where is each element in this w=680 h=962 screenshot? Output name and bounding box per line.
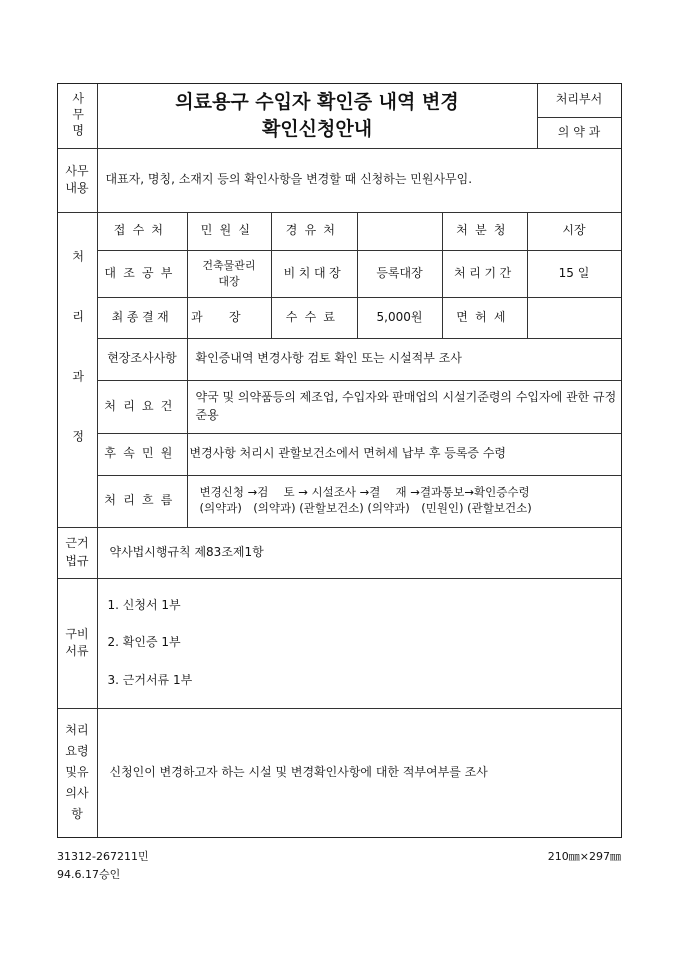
cell-kept-value: 등록대장 bbox=[357, 250, 443, 298]
law-label bbox=[57, 527, 98, 579]
follow-value: 변경사항 처리시 관할보건소에서 면허세 납부 후 등록증 수령 bbox=[187, 433, 622, 476]
content-label bbox=[57, 148, 98, 213]
cell-final-value: 과장 bbox=[187, 297, 272, 339]
notes-label bbox=[57, 708, 98, 838]
flow-steps: 변경신청 →검 토 → 시설조사 →결 재 →결과통보→확인증수령 bbox=[199, 485, 530, 500]
cell-receipt-value: 민원실 bbox=[187, 212, 272, 251]
req-value: 약국 및 의약품등의 제조업, 수입자와 판매업의 시설기준령의 수입자에 관한 규정 준용 bbox=[187, 380, 622, 434]
req-label: 처리요건 bbox=[97, 380, 188, 434]
docs-item: 3. 근거서류 1부 bbox=[107, 672, 193, 687]
content-label-text: 사무내용 bbox=[65, 163, 89, 195]
content-value: 대표자, 명칭, 소재지 등의 확인사항을 변경할 때 신청하는 민원사무임. bbox=[97, 148, 622, 213]
cell-authority-value: 시장 bbox=[527, 212, 622, 251]
cell-fee-value: 5,000원 bbox=[357, 297, 443, 339]
cell-kept-label: 비치대장 bbox=[271, 250, 358, 298]
law-value: 약사법시행규칙 제83조제1항 bbox=[97, 527, 622, 579]
title-line-2: 확인신청안내 bbox=[261, 117, 373, 140]
name-label bbox=[57, 83, 98, 149]
process-label bbox=[57, 212, 98, 528]
docs-label bbox=[57, 578, 98, 709]
law-label-text: 근거법규 bbox=[65, 536, 89, 568]
process-label-text: 처리과정 bbox=[70, 249, 85, 490]
docs-label-text: 구비서류 bbox=[65, 626, 89, 658]
docs-item: 2. 확인증 1부 bbox=[107, 635, 181, 650]
cell-ledger-value: 건축물관리대장 bbox=[187, 250, 272, 298]
follow-label: 후속민원 bbox=[97, 433, 188, 476]
cell-via-value bbox=[357, 212, 443, 251]
approval-date: 94.6.17승인 bbox=[57, 868, 121, 881]
flow-label: 처리흐름 bbox=[97, 475, 188, 528]
dept-value: 의 약 과 bbox=[537, 117, 622, 149]
paper-size: 210㎜×297㎜ bbox=[547, 850, 621, 863]
cell-authority-label: 처분청 bbox=[442, 212, 528, 251]
cell-via-label: 경유처 bbox=[271, 212, 358, 251]
cell-period-value: 15 일 bbox=[527, 250, 622, 298]
site-label: 현장조사사항 bbox=[97, 338, 188, 381]
docs-item: 1. 신청서 1부 bbox=[107, 597, 181, 612]
cell-tax-label: 면허세 bbox=[442, 297, 528, 339]
cell-fee-label: 수수료 bbox=[271, 297, 358, 339]
dept-label: 처리부서 bbox=[537, 83, 622, 118]
cell-receipt-label: 접수처 bbox=[97, 212, 188, 251]
cell-ledger-label: 대조공부 bbox=[97, 250, 188, 298]
title-line-1: 의료용구 수입자 확인증 내역 변경 bbox=[175, 90, 459, 113]
flow-chart bbox=[187, 475, 622, 528]
docs-list bbox=[97, 578, 622, 709]
notes-value: 신청인이 변경하고자 하는 시설 및 변경확인사항에 대한 적부여부를 조사 bbox=[97, 708, 622, 838]
cell-final-label: 최종결재 bbox=[97, 297, 188, 339]
form-number: 31312-267211민 bbox=[57, 850, 149, 863]
page-title bbox=[97, 83, 538, 149]
site-value: 확인증내역 변경사항 검토 확인 또는 시설적부 조사 bbox=[187, 338, 622, 381]
cell-tax-value bbox=[527, 297, 622, 339]
flow-departments: (의약과) (의약과) (관할보건소) (의약과) (민원인) (관할보건소) bbox=[199, 501, 532, 515]
notes-label-text: 처리요령및유의사항 bbox=[65, 723, 89, 821]
cell-period-label: 처리기간 bbox=[442, 250, 528, 298]
name-label-text: 사무명 bbox=[70, 91, 85, 140]
